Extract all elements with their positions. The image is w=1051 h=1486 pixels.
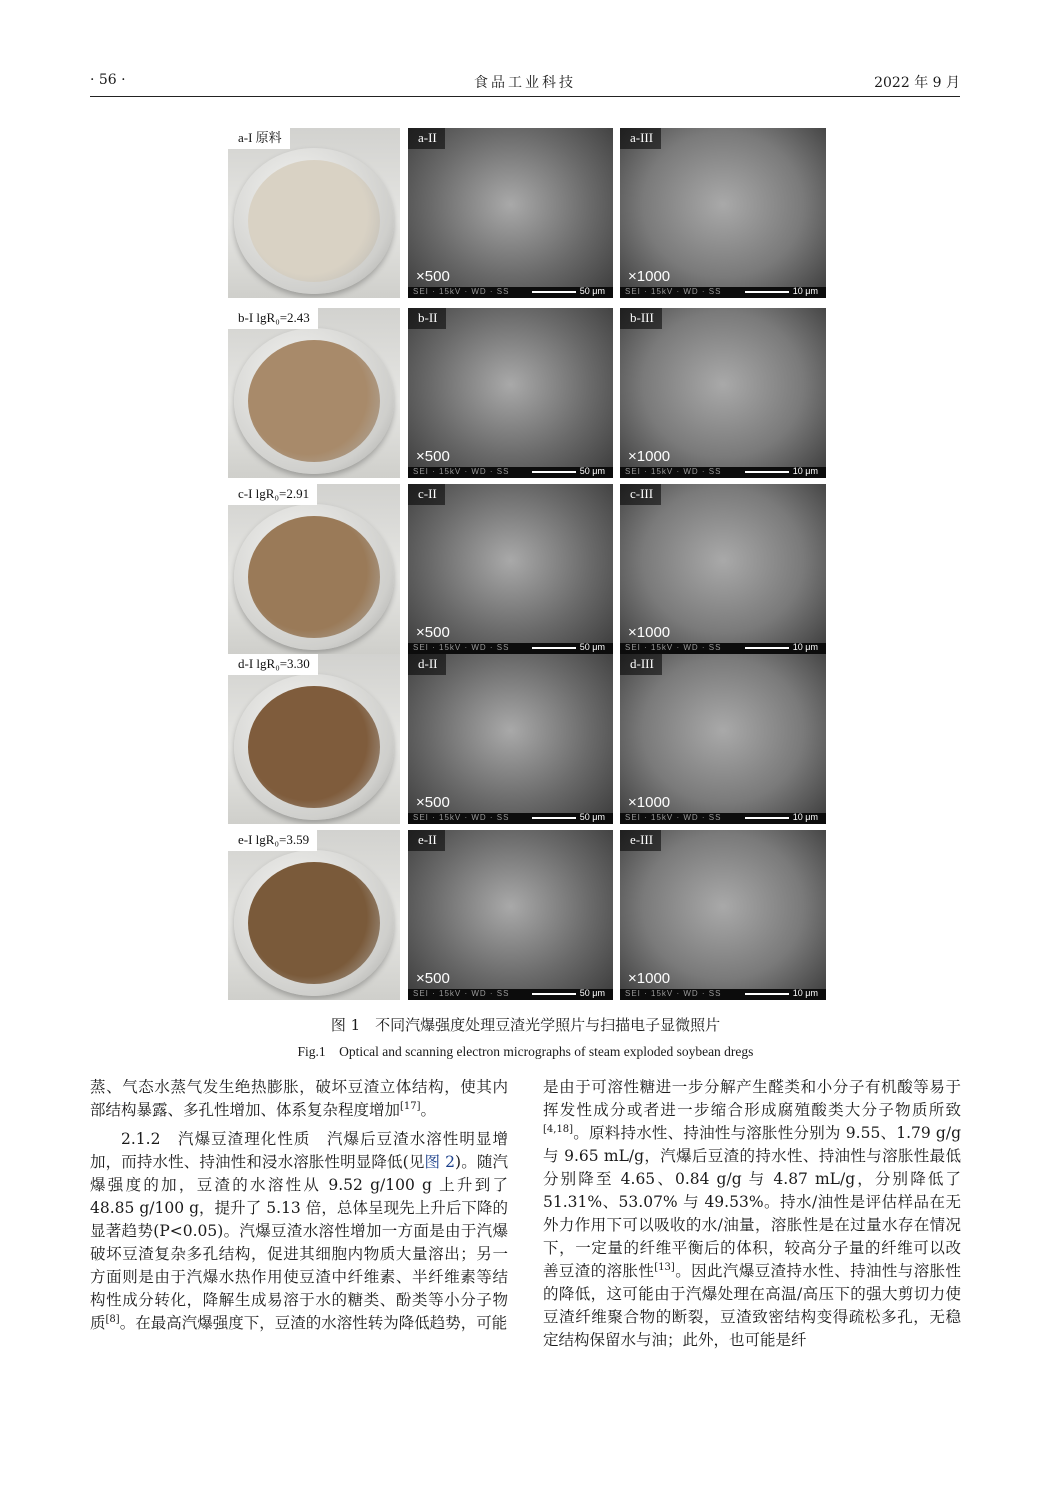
sem-info-bar bbox=[620, 989, 826, 1000]
figure-caption-cn: 图 1 不同汽爆强度处理豆渣光学照片与扫描电子显微照片 bbox=[330, 1016, 721, 1034]
magnification-label: ×500 bbox=[416, 448, 450, 465]
page-number: · 56 · bbox=[90, 72, 126, 88]
photo-panel bbox=[228, 128, 400, 298]
sem-panel-mid bbox=[408, 830, 613, 1000]
figure-link[interactable]: 图 2 bbox=[424, 1153, 456, 1171]
panel-label: d-III bbox=[620, 654, 662, 675]
sem-metadata: SEI · 15kV · WD · SS bbox=[625, 643, 722, 652]
sem-metadata: SEI · 15kV · WD · SS bbox=[413, 467, 510, 476]
magnification-label: ×1000 bbox=[628, 794, 671, 811]
magnification-label: ×500 bbox=[416, 970, 450, 987]
photo-panel bbox=[228, 654, 400, 824]
paragraph: 蒸、气态水蒸气发生绝热膨胀，破坏豆渣立体结构，使其内部结构暴露、多孔性增加、体系复杂程度增加[17]。 bbox=[90, 1078, 508, 1119]
sem-panel-right bbox=[620, 308, 826, 478]
sem-panel-mid bbox=[408, 484, 613, 654]
sem-panel-right bbox=[620, 654, 826, 824]
running-header bbox=[90, 70, 960, 97]
panel-label: b-I lgR₀=2.43 bbox=[228, 308, 318, 329]
magnification-label: ×1000 bbox=[628, 268, 671, 285]
scale-bar: 50 μm bbox=[532, 988, 605, 998]
powder-sample bbox=[248, 862, 380, 984]
panel-label: a-II bbox=[408, 128, 445, 149]
magnification-label: ×1000 bbox=[628, 448, 671, 465]
citation: [17] bbox=[400, 1100, 421, 1112]
scale-bar: 50 μm bbox=[532, 642, 605, 652]
scale-bar: 10 μm bbox=[745, 286, 818, 296]
sem-info-bar bbox=[620, 287, 826, 298]
scale-bar: 10 μm bbox=[745, 988, 818, 998]
paragraph: 是由于可溶性糖进一步分解产生醛类和小分子有机酸等易于挥发性成分或者进一步缩合形成腐殖酸类大分子物质所致[4,18]。原料持水性、持油性与溶胀性分别为 9.55、1.79 g/g 与 9.65 mL/g，汽爆后豆渣的持水性、持油性与溶胀性最低分别降至 4.65、0.84 g/g 与 4.87 mL/g，分别降低了 51.31%、53.07% 与 49.53%。持水/油性是评估样品在无外力作用下可以吸收的水/油量，溶胀性是在过量水存在情况下，一定量的纤维平衡后的体积，较高分子量的纤维可以改善豆渣的溶胀性[13]。因此汽爆豆渣持水性、持油性与溶胀性的降低，这可能由于汽爆处理在高温/高压下的强大剪切力使豆渣纤维聚合物的断裂，豆渣致密结构变得疏松多孔，无稳定结构保留水与油；此外，也可能是纤 bbox=[543, 1078, 961, 1349]
sem-panel-mid bbox=[408, 654, 613, 824]
magnification-label: ×1000 bbox=[628, 624, 671, 641]
sem-panel-right bbox=[620, 484, 826, 654]
sem-metadata: SEI · 15kV · WD · SS bbox=[413, 989, 510, 998]
citation: [4,18] bbox=[543, 1123, 574, 1135]
sem-info-bar bbox=[408, 643, 613, 654]
powder-sample bbox=[248, 516, 380, 638]
sem-info-bar bbox=[620, 467, 826, 478]
scale-bar: 50 μm bbox=[532, 466, 605, 476]
panel-label: d-II bbox=[408, 654, 446, 675]
panel-label: a-III bbox=[620, 128, 661, 149]
sem-metadata: SEI · 15kV · WD · SS bbox=[413, 287, 510, 296]
sem-panel-right bbox=[620, 128, 826, 298]
sem-metadata: SEI · 15kV · WD · SS bbox=[625, 989, 722, 998]
citation: [13] bbox=[654, 1261, 675, 1273]
panel-label: b-II bbox=[408, 308, 446, 329]
panel-label: c-I lgR₀=2.91 bbox=[228, 484, 317, 505]
scale-bar: 50 μm bbox=[532, 286, 605, 296]
panel-label: c-III bbox=[620, 484, 661, 505]
magnification-label: ×500 bbox=[416, 268, 450, 285]
powder-sample bbox=[248, 160, 380, 282]
sem-metadata: SEI · 15kV · WD · SS bbox=[625, 813, 722, 822]
photo-panel bbox=[228, 484, 400, 654]
magnification-label: ×500 bbox=[416, 794, 450, 811]
journal-title: 食品工业科技 bbox=[474, 75, 576, 91]
sem-info-bar bbox=[620, 643, 826, 654]
photo-panel bbox=[228, 308, 400, 478]
panel-label: b-III bbox=[620, 308, 662, 329]
scale-bar: 50 μm bbox=[532, 812, 605, 822]
paragraph: 2.1.2 汽爆豆渣理化性质 汽爆后豆渣水溶性明显增加，而持水性、持油性和浸水溶胀性明显降低(见图 2)。随汽爆强度的加，豆渣的水溶性从 9.52 g/100 g 上升到了 48.85 g/100 g，提升了 5.13 倍，总体呈现先上升后下降的显著趋势(P<0.05)。汽爆豆渣水溶性增加一方面是由于汽爆破坏豆渣复杂多孔结构，促进其细胞内物质大量溶出；另一方面则是由于汽爆水热作用使豆渣中纤维素、半纤维素等结构性成分转化，降解生成易溶于水的糖类、酚类等小分子物质[8]。在最高汽爆强度下，豆渣的水溶性转为降低趋势，可能 bbox=[90, 1130, 508, 1332]
photo-panel bbox=[228, 830, 400, 1000]
scale-bar: 10 μm bbox=[745, 466, 818, 476]
right-column bbox=[543, 1076, 961, 1352]
sem-panel-mid bbox=[408, 308, 613, 478]
figure-1 bbox=[228, 128, 826, 1006]
sem-info-bar bbox=[620, 813, 826, 824]
panel-label: d-I lgR₀=3.30 bbox=[228, 654, 318, 675]
issue-date: 2022 年 9 月 bbox=[874, 75, 960, 91]
citation: [8] bbox=[105, 1313, 120, 1325]
sem-info-bar bbox=[408, 287, 613, 298]
panel-label: e-I lgR₀=3.59 bbox=[228, 830, 317, 851]
section-title: 2.1.2 汽爆豆渣理化性质 bbox=[121, 1130, 311, 1148]
sem-panel-right bbox=[620, 830, 826, 1000]
magnification-label: ×1000 bbox=[628, 970, 671, 987]
powder-sample bbox=[248, 686, 380, 808]
sem-info-bar bbox=[408, 467, 613, 478]
sem-metadata: SEI · 15kV · WD · SS bbox=[413, 813, 510, 822]
panel-label: c-II bbox=[408, 484, 445, 505]
sem-panel-mid bbox=[408, 128, 613, 298]
magnification-label: ×500 bbox=[416, 624, 450, 641]
sem-metadata: SEI · 15kV · WD · SS bbox=[625, 287, 722, 296]
left-column bbox=[90, 1076, 508, 1335]
powder-sample bbox=[248, 340, 380, 462]
panel-label: a-I 原料 bbox=[228, 128, 290, 149]
figure-caption-en: Fig.1 Optical and scanning electron micrographs of steam exploded soybean dregs bbox=[297, 1044, 754, 1059]
sem-metadata: SEI · 15kV · WD · SS bbox=[413, 643, 510, 652]
panel-label: e-III bbox=[620, 830, 661, 851]
sem-info-bar bbox=[408, 989, 613, 1000]
scale-bar: 10 μm bbox=[745, 642, 818, 652]
panel-label: e-II bbox=[408, 830, 445, 851]
sem-metadata: SEI · 15kV · WD · SS bbox=[625, 467, 722, 476]
sem-info-bar bbox=[408, 813, 613, 824]
scale-bar: 10 μm bbox=[745, 812, 818, 822]
